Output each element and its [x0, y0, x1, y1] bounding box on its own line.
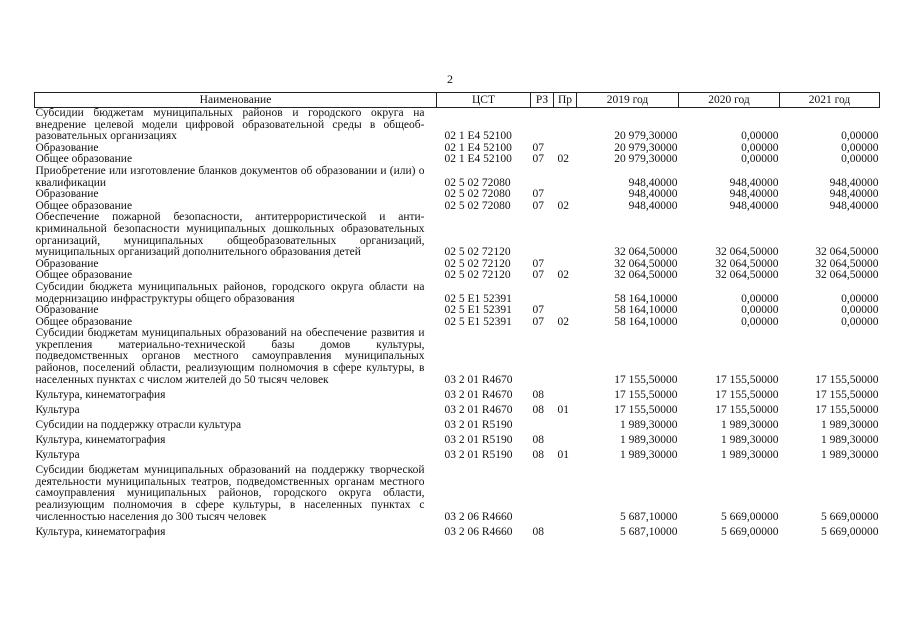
row-value-2021: 1 989,30000 — [821, 449, 879, 462]
row-value-2021: 0,00000 — [841, 292, 879, 305]
row-value-2019: 948,40000 — [628, 199, 678, 212]
row-cst: 02 5 02 72120 — [444, 257, 511, 270]
row-rz: 08 — [532, 434, 544, 447]
row-name: Культура, кинематография — [35, 525, 166, 538]
row-cst: 03 2 06 R4660 — [444, 525, 513, 538]
row-rz — [531, 108, 554, 143]
row-cst: 03 2 01 R4670 — [444, 388, 513, 401]
row-pr — [554, 282, 577, 305]
row-value-2019: 5 687,10000 — [620, 525, 678, 538]
row-cst: 03 2 01 R5190 — [444, 418, 513, 431]
row-value-2020: 1 989,30000 — [721, 434, 779, 447]
header-cst: ЦСТ — [437, 93, 531, 108]
row-value-2021: 0,00000 — [841, 304, 879, 317]
row-value-2019: 948,40000 — [628, 188, 678, 201]
row-name: Субсидии бюджетам муниципальных образований на поддержку творческой деятельности муниципальных театров, подведомственных органам местного самоуправления муниципальных районов, городского округа области, реализующим полномочия в сфере культуры, в населенных пунктах с численностью населения до 300 тысяч человек — [35, 464, 425, 523]
row-rz — [531, 282, 554, 305]
row-value-2019: 32 064,50000 — [614, 269, 678, 282]
row-value-2019: 17 155,50000 — [614, 388, 678, 401]
row-rz: 07 — [532, 257, 544, 270]
table-row — [35, 108, 880, 143]
row-cst: 02 5 02 72080 — [444, 199, 511, 212]
row-rz — [531, 166, 554, 189]
row-pr — [554, 328, 577, 389]
row-cst: 02 5 E1 52391 — [444, 292, 512, 305]
row-pr: 02 — [557, 153, 569, 166]
row-cst: 02 5 02 72120 — [444, 269, 511, 282]
row-name: Субсидии бюджета муниципальных районов, городского округа области на модернизацию инфраструктуры общего образования — [35, 280, 425, 305]
row-value-2020: 0,00000 — [741, 130, 779, 143]
row-value-2020: 17 155,50000 — [715, 388, 779, 401]
row-cst: 02 1 E4 52100 — [444, 130, 512, 143]
header-2019: 2019 год — [577, 93, 679, 108]
row-rz: 08 — [532, 449, 544, 462]
row-value-2021: 948,40000 — [829, 176, 879, 189]
row-value-2019: 1 989,30000 — [620, 418, 678, 431]
row-cst: 03 2 01 R5190 — [444, 449, 513, 462]
row-name: Обеспечение пожарной безопасности, антитеррористической и антикриминальной безопасности муниципальных дошкольных образовательных организаций, муниципальных общеобразовательных организаций, муниципальных организаций дополнительного образования детей — [35, 211, 425, 259]
row-value-2021: 5 669,00000 — [821, 525, 879, 538]
row-cst: 02 1 E4 52100 — [444, 153, 512, 166]
row-rz: 08 — [532, 403, 544, 416]
row-cst: 03 2 01 R4670 — [444, 373, 513, 386]
row-rz — [531, 212, 554, 258]
budget-table — [34, 92, 880, 542]
row-value-2020: 0,00000 — [741, 304, 779, 317]
row-value-2020: 5 669,00000 — [721, 525, 779, 538]
row-value-2020: 32 064,50000 — [715, 246, 779, 259]
row-value-2021: 5 669,00000 — [821, 510, 879, 523]
row-cst: 03 2 01 R4670 — [444, 403, 513, 416]
row-value-2019: 1 989,30000 — [620, 434, 678, 447]
row-value-2019: 58 164,10000 — [614, 304, 678, 317]
page-number: 2 — [447, 72, 453, 86]
row-pr — [554, 435, 577, 450]
table-row — [35, 435, 880, 450]
row-value-2020: 0,00000 — [741, 153, 779, 166]
row-value-2021: 32 064,50000 — [815, 257, 879, 270]
row-value-2019: 5 687,10000 — [620, 510, 678, 523]
row-name: Общее образование — [35, 269, 133, 282]
row-name: Образование — [35, 188, 99, 201]
row-pr — [554, 108, 577, 143]
header-2020: 2020 год — [679, 93, 780, 108]
row-pr — [554, 305, 577, 317]
row-value-2019: 17 155,50000 — [614, 373, 678, 386]
row-value-2021: 17 155,50000 — [815, 388, 879, 401]
row-name: Культура — [35, 449, 80, 462]
row-name: Культура — [35, 403, 80, 416]
row-cst: 02 5 E1 52391 — [444, 304, 512, 317]
row-name: Субсидии на поддержку отрасли культура — [35, 418, 242, 431]
row-value-2019: 32 064,50000 — [614, 257, 678, 270]
row-rz: 07 — [532, 188, 544, 201]
table-row — [35, 405, 880, 420]
row-name: Культура, кинематография — [35, 388, 166, 401]
row-value-2019: 20 979,30000 — [614, 141, 678, 154]
row-name: Субсидии бюджетам муниципальных районов и городского округа на внедрение целевой модели цифровой образовательной среды в общеобразовательных организациях — [35, 107, 425, 143]
row-rz — [531, 465, 554, 526]
header-name: Наименование — [35, 93, 437, 108]
row-cst: 03 2 06 R4660 — [444, 510, 513, 523]
row-pr: 02 — [557, 315, 569, 328]
row-pr: 01 — [557, 403, 569, 416]
table-row — [35, 527, 880, 542]
row-value-2020: 0,00000 — [741, 292, 779, 305]
row-value-2019: 20 979,30000 — [614, 130, 678, 143]
row-value-2020: 948,40000 — [729, 176, 779, 189]
table-row — [35, 390, 880, 405]
row-pr — [554, 166, 577, 189]
row-rz: 07 — [532, 199, 544, 212]
row-pr: 02 — [557, 199, 569, 212]
row-value-2019: 58 164,10000 — [614, 292, 678, 305]
header-pr: Пр — [554, 93, 577, 108]
row-rz: 07 — [532, 304, 544, 317]
row-value-2021: 17 155,50000 — [815, 373, 879, 386]
row-value-2019: 32 064,50000 — [614, 246, 678, 259]
row-cst: 02 5 02 72080 — [444, 176, 511, 189]
row-value-2020: 0,00000 — [741, 315, 779, 328]
row-value-2020: 948,40000 — [729, 188, 779, 201]
row-value-2021: 0,00000 — [841, 130, 879, 143]
table-row — [35, 450, 880, 465]
row-value-2021: 0,00000 — [841, 141, 879, 154]
row-value-2020: 5 669,00000 — [721, 510, 779, 523]
row-value-2021: 948,40000 — [829, 188, 879, 201]
row-rz: 08 — [532, 525, 544, 538]
row-value-2019: 20 979,30000 — [614, 153, 678, 166]
table-row — [35, 465, 880, 526]
table-body — [35, 108, 880, 542]
row-rz: 07 — [532, 315, 544, 328]
header-rz: РЗ — [531, 93, 554, 108]
row-value-2020: 1 989,30000 — [721, 418, 779, 431]
row-rz: 08 — [532, 388, 544, 401]
row-value-2021: 1 989,30000 — [821, 434, 879, 447]
row-cst: 02 5 E1 52391 — [444, 315, 512, 328]
row-value-2020: 17 155,50000 — [715, 403, 779, 416]
row-pr: 01 — [557, 449, 569, 462]
row-pr — [554, 189, 577, 201]
row-value-2021: 0,00000 — [841, 153, 879, 166]
row-name: Общее образование — [35, 153, 133, 166]
table-row — [35, 420, 880, 435]
row-name: Образование — [35, 257, 99, 270]
row-pr — [554, 527, 577, 542]
row-rz: 07 — [532, 141, 544, 154]
row-rz — [531, 420, 554, 435]
row-value-2021: 948,40000 — [829, 199, 879, 212]
row-value-2020: 17 155,50000 — [715, 373, 779, 386]
row-cst: 02 1 E4 52100 — [444, 141, 512, 154]
row-value-2021: 1 989,30000 — [821, 418, 879, 431]
row-pr: 02 — [557, 269, 569, 282]
row-rz: 07 — [532, 153, 544, 166]
row-value-2021: 32 064,50000 — [815, 246, 879, 259]
row-value-2020: 948,40000 — [729, 199, 779, 212]
row-value-2021: 17 155,50000 — [815, 403, 879, 416]
row-name: Образование — [35, 141, 99, 154]
row-cst: 02 5 02 72120 — [444, 246, 511, 259]
table-row — [35, 305, 880, 317]
table-row — [35, 328, 880, 389]
header-2021: 2021 год — [780, 93, 880, 108]
row-value-2019: 948,40000 — [628, 176, 678, 189]
row-name: Культура, кинематография — [35, 434, 166, 447]
row-pr — [554, 212, 577, 258]
row-pr — [554, 390, 577, 405]
table-row — [35, 189, 880, 201]
row-value-2020: 32 064,50000 — [715, 269, 779, 282]
row-value-2020: 1 989,30000 — [721, 449, 779, 462]
row-value-2019: 17 155,50000 — [614, 403, 678, 416]
row-value-2019: 1 989,30000 — [620, 449, 678, 462]
row-cst: 03 2 01 R5190 — [444, 434, 513, 447]
row-value-2019: 58 164,10000 — [614, 315, 678, 328]
row-pr — [554, 465, 577, 526]
table-row — [35, 282, 880, 305]
row-rz — [531, 328, 554, 389]
row-name: Общее образование — [35, 315, 133, 328]
row-value-2020: 0,00000 — [741, 141, 779, 154]
row-pr — [554, 420, 577, 435]
row-value-2021: 32 064,50000 — [815, 269, 879, 282]
row-name: Образование — [35, 304, 99, 317]
row-rz: 07 — [532, 269, 544, 282]
row-name: Приобретение или изготовление бланков документов об образовании и (или) о квалификации — [35, 164, 425, 189]
row-value-2020: 32 064,50000 — [715, 257, 779, 270]
row-value-2021: 0,00000 — [841, 315, 879, 328]
row-name: Субсидии бюджетам муниципальных образований на обеспечение развития и укрепления материально-технической базы домов культуры, подведомственных органов местного самоуправления муниципальных районов, поселений области, реализующим полномочия в сфере культуры, в населенных пунктах с числом жителей до 50 тысяч человек — [35, 327, 425, 386]
row-cst: 02 5 02 72080 — [444, 188, 511, 201]
table-header-row — [35, 93, 880, 108]
table-row — [35, 212, 880, 258]
table-row — [35, 166, 880, 189]
row-name: Общее образование — [35, 199, 133, 212]
